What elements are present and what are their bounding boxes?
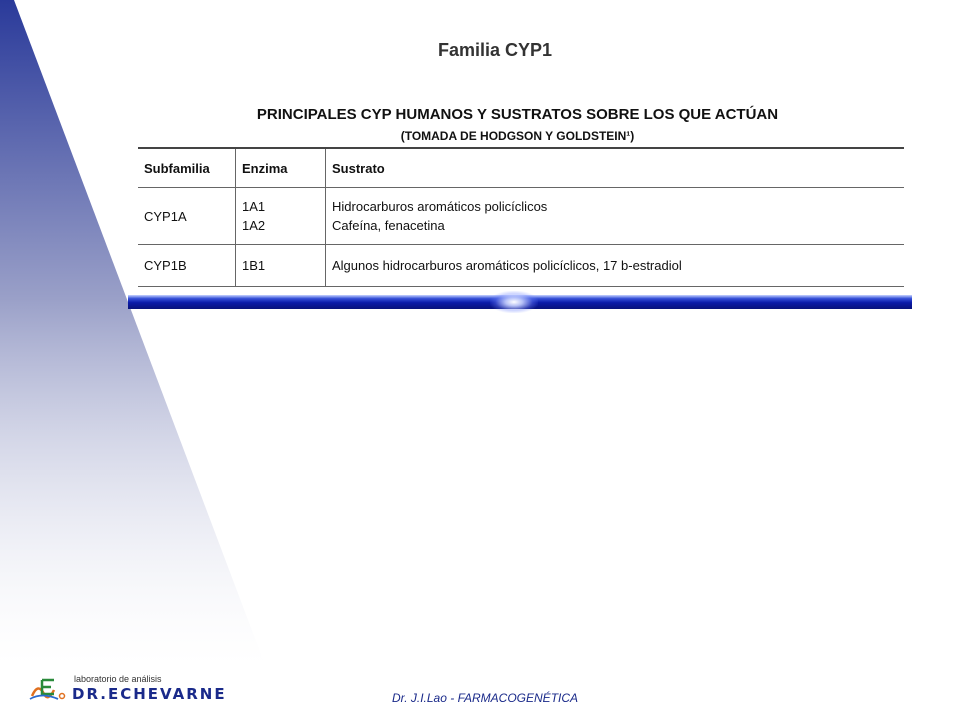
column-header-subfamilia: Subfamilia — [138, 148, 236, 188]
lab-logo — [28, 672, 268, 708]
slide-title: Familia CYP1 — [437, 40, 553, 60]
logo-name: DR.ECHEVARNE — [72, 685, 227, 703]
subfamily-value: CYP1B — [144, 258, 187, 273]
table-heading: PRINCIPALES CYP HUMANOS Y SUSTRATOS SOBRE LOS QUE ACTÚAN — [256, 106, 779, 123]
enzyme-cell — [236, 188, 326, 245]
subfamily-cell — [138, 188, 236, 245]
enzyme-value: 1A1 — [242, 199, 266, 214]
substrate-cell — [326, 188, 905, 245]
enzyme-cell — [236, 245, 326, 287]
table-header-row — [138, 148, 904, 188]
column-header-sustrato: Sustrato — [326, 148, 905, 188]
substrate-value: Cafeína, fenacetina — [332, 218, 445, 233]
logo-tagline: laboratorio de análisis — [74, 674, 162, 684]
footer-credit: Dr. J.I.Lao - FARMACOGENÉTICA — [392, 691, 579, 705]
subfamily-value: CYP1A — [144, 208, 187, 224]
cyp-table — [138, 147, 904, 287]
divider-glow — [490, 291, 538, 313]
substrate-value: Hidrocarburos aromáticos policíclicos — [332, 199, 548, 214]
enzyme-value: 1B1 — [242, 258, 266, 273]
table-row — [138, 188, 904, 245]
logo-mark-icon — [28, 672, 70, 704]
substrate-cell — [326, 245, 905, 287]
column-header-enzima: Enzima — [236, 148, 326, 188]
substrate-value: Algunos hidrocarburos aromáticos policíclicos, 17 b-estradiol — [332, 258, 682, 273]
enzyme-value: 1A2 — [242, 218, 266, 233]
table-subheading: (TOMADA DE HODGSON Y GOLDSTEIN¹) — [400, 129, 635, 143]
subfamily-cell — [138, 245, 236, 287]
table-row — [138, 245, 904, 287]
